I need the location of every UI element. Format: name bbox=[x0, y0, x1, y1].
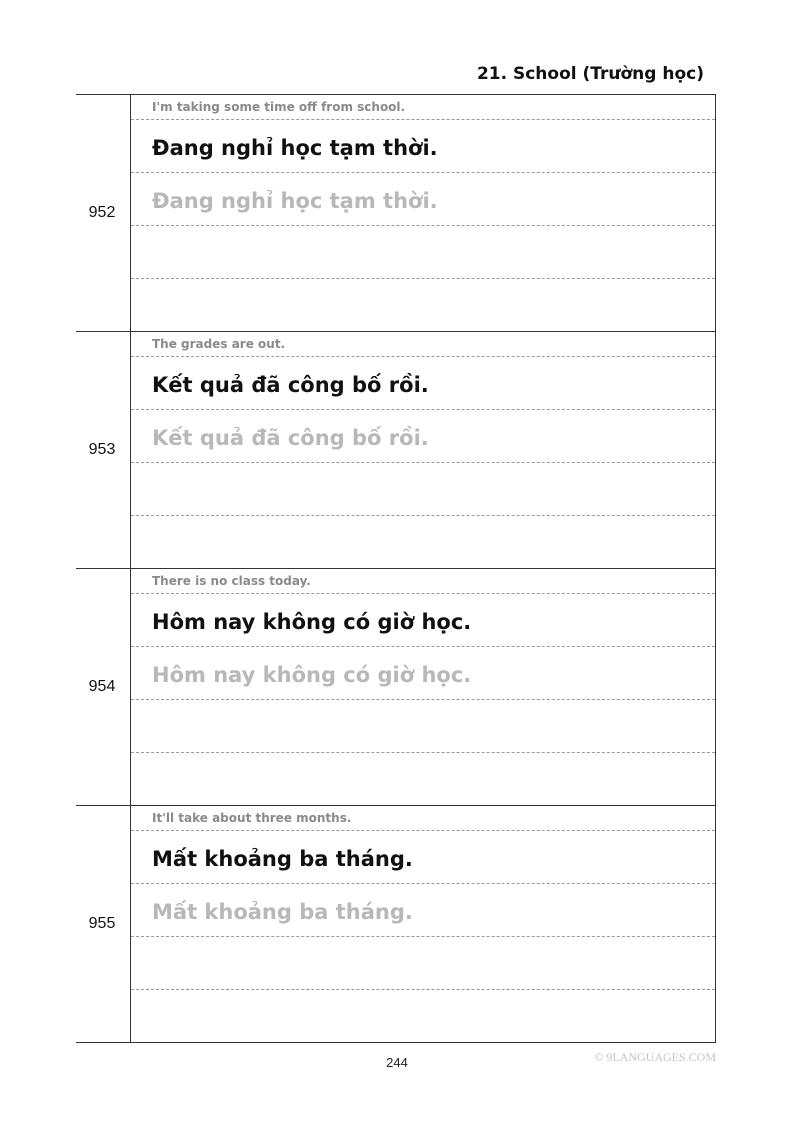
phrase-number: 952 bbox=[76, 95, 131, 331]
page-number: 244 bbox=[386, 1055, 408, 1070]
writing-lines bbox=[131, 95, 716, 331]
blank-practice-line bbox=[131, 753, 715, 805]
english-sentence: I'm taking some time off from school. bbox=[131, 95, 715, 120]
tracing-sentence: Hôm nay không có giờ học. bbox=[131, 647, 715, 700]
chapter-name: 21. School bbox=[476, 64, 577, 84]
chapter-title bbox=[477, 64, 704, 84]
phrase-entry bbox=[76, 569, 716, 806]
english-sentence: There is no class today. bbox=[131, 569, 715, 594]
chapter-subtitle: (Trường học) bbox=[582, 64, 704, 84]
writing-lines bbox=[131, 806, 716, 1042]
phrase-number: 954 bbox=[76, 569, 131, 805]
tracing-sentence: Mất khoảng ba tháng. bbox=[131, 884, 715, 937]
blank-practice-line bbox=[131, 516, 715, 568]
phrase-entry bbox=[76, 806, 716, 1043]
practice-sheet bbox=[76, 94, 716, 1043]
english-sentence: The grades are out. bbox=[131, 332, 715, 357]
tracing-sentence: Đang nghỉ học tạm thời. bbox=[131, 173, 715, 226]
vietnamese-sentence: Mất khoảng ba tháng. bbox=[131, 831, 715, 884]
vietnamese-sentence: Kết quả đã công bố rồi. bbox=[131, 357, 715, 410]
writing-lines bbox=[131, 569, 716, 805]
blank-practice-line bbox=[131, 463, 715, 516]
blank-practice-line bbox=[131, 990, 715, 1042]
blank-practice-line bbox=[131, 226, 715, 279]
copyright-notice: © 9LANGUAGES.COM bbox=[594, 1050, 716, 1064]
english-sentence: It'll take about three months. bbox=[131, 806, 715, 831]
tracing-sentence: Kết quả đã công bố rồi. bbox=[131, 410, 715, 463]
phrase-number: 953 bbox=[76, 332, 131, 568]
writing-lines bbox=[131, 332, 716, 568]
vietnamese-sentence: Đang nghỉ học tạm thời. bbox=[131, 120, 715, 173]
phrase-entry bbox=[76, 95, 716, 332]
blank-practice-line bbox=[131, 937, 715, 990]
blank-practice-line bbox=[131, 700, 715, 753]
phrase-entry bbox=[76, 332, 716, 569]
blank-practice-line bbox=[131, 279, 715, 331]
phrase-number: 955 bbox=[76, 806, 131, 1042]
vietnamese-sentence: Hôm nay không có giờ học. bbox=[131, 594, 715, 647]
